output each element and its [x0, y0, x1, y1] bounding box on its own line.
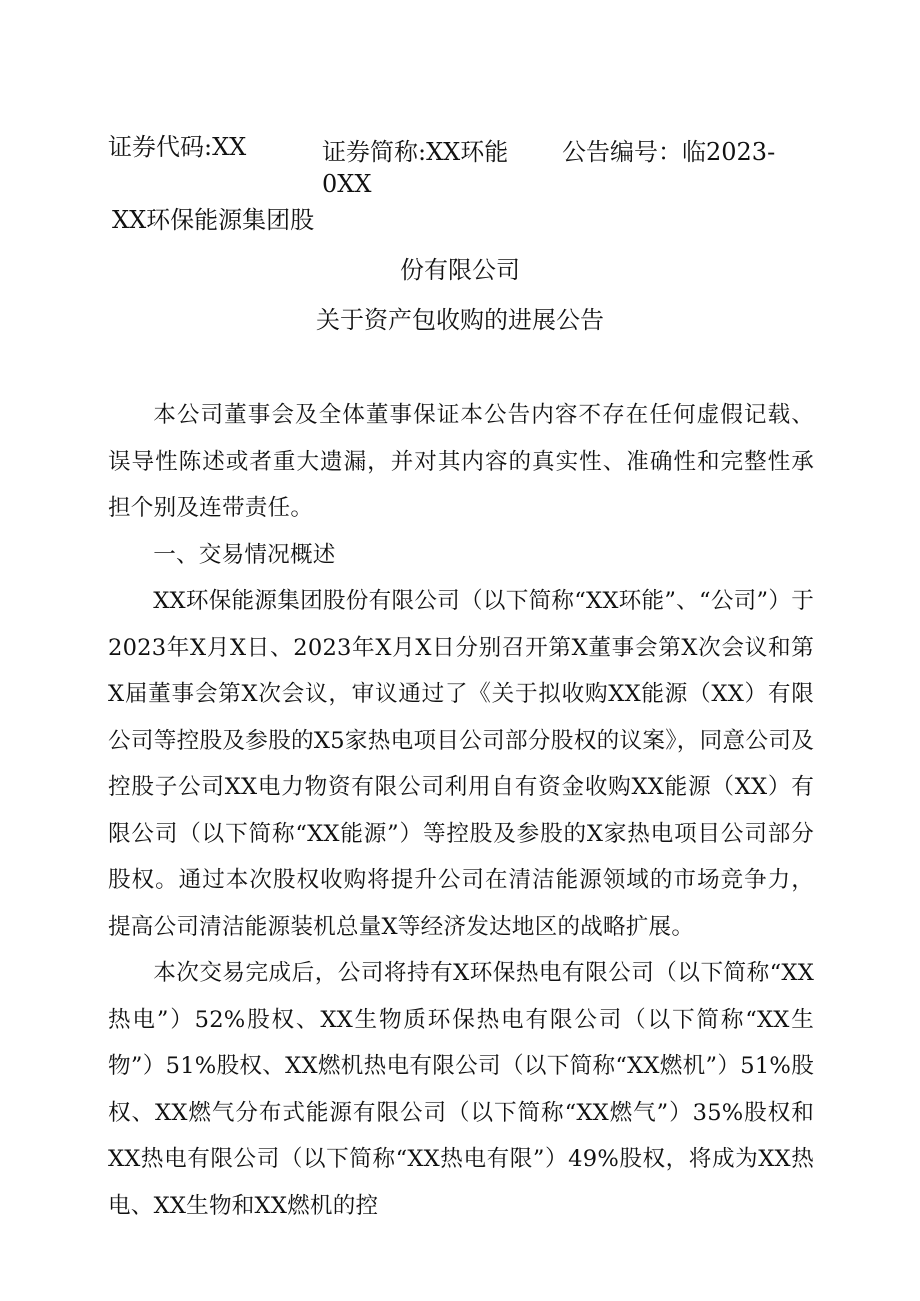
- board-statement: 本公司董事会及全体董事保证本公告内容不存在任何虚假记载、误导性陈述或者重大遗漏，并对其内容的真实性、准确性和完整性承担个别及连带责任。: [108, 402, 814, 521]
- stock-abbreviation: 证券简称:XX环能: [322, 138, 509, 166]
- announcement-title: 关于资产包收购的进展公告: [316, 306, 604, 334]
- announcement-number-continued: 0XX: [322, 170, 372, 198]
- stock-code: 证券代码:XX: [108, 133, 247, 161]
- transaction-result-paragraph: 本次交易完成后，公司将持有X环保热电有限公司（以下简称“XX热电”）52%股权、XX生物质环保热电有限公司（以下简称“XX生物”）51%股权、XX燃机热电有限公司（以下简称“XX燃机”）51%股权、XX燃气分布式能源有限公司（以下简称“XX燃气”）35%股权和XX热电有限公司（以下简称“XX热电有限”）49%股权，将成为XX热电、XX生物和XX燃机的控: [108, 960, 814, 1219]
- transaction-overview-paragraph: XX环保能源集团股份有限公司（以下简称“XX环能”、“公司”）于2023年X月X日、2023年X月X日分别召开第X董事会第X次会议和第X届董事会第X次会议，审议通过了《关于拟收购XX能源（XX）有限公司等控股及参股的X5家热电项目公司部分股权的议案》，同意公司及控股子公司XX电力物资有限公司利用自有资金收购XX能源（XX）有限公司（以下简称“XX能源”）等控股及参股的X家热电项目公司部分股权。通过本次股权收购将提升公司在清洁能源领域的市场竞争力，提高公司清洁能源装机总量X等经济发达地区的战略扩展。: [108, 588, 814, 940]
- section-heading: 一、交易情况概述: [153, 541, 336, 568]
- company-name-part1: XX环保能源集团股: [112, 206, 315, 234]
- announcement-body: [108, 392, 814, 1229]
- announcement-number: 公告编号：临2023-: [562, 138, 776, 166]
- company-name-part2: 份有限公司: [400, 256, 520, 284]
